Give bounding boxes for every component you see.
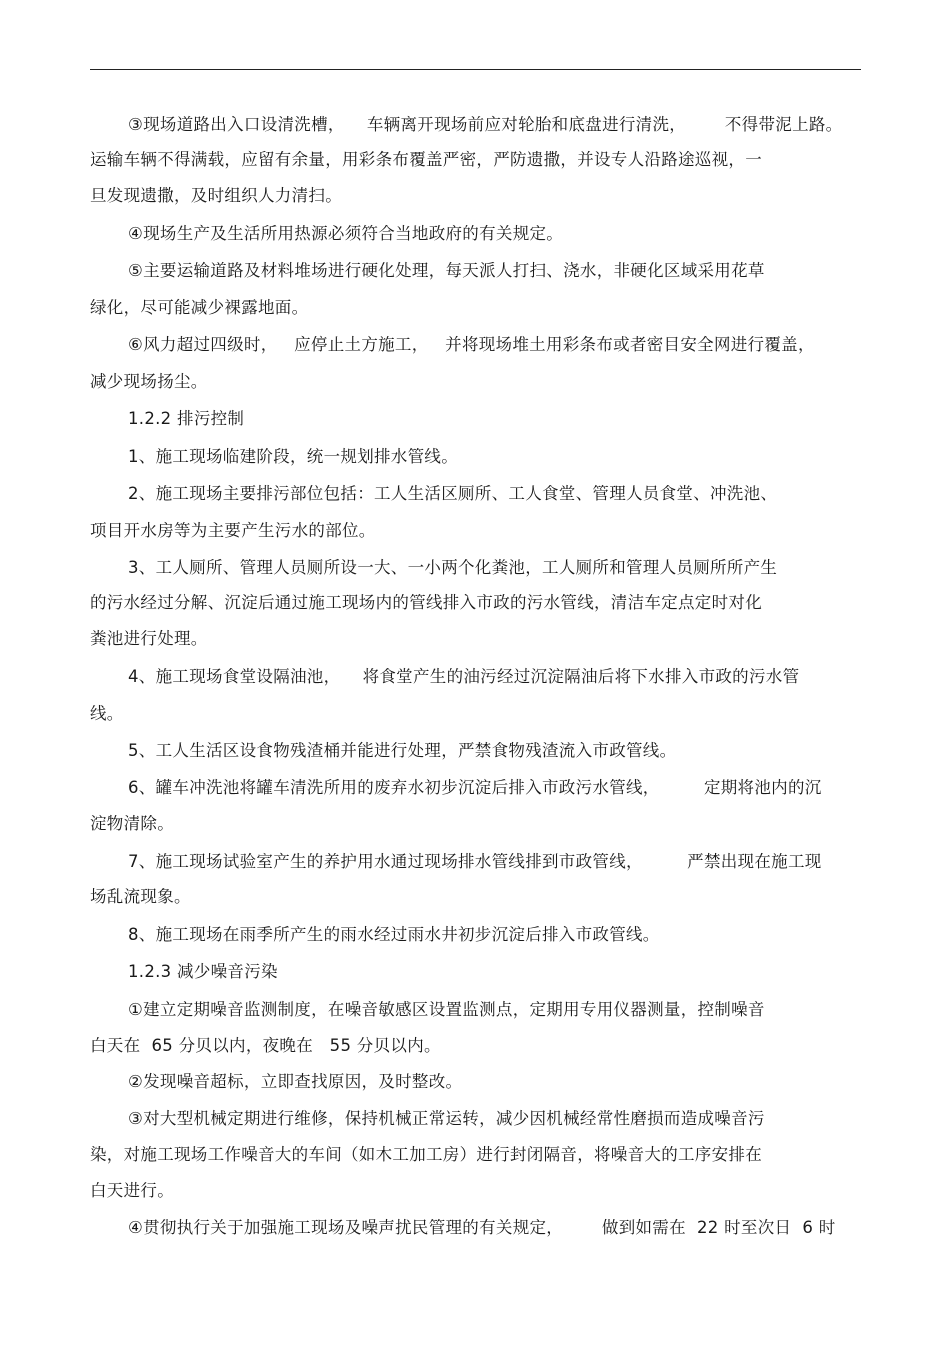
text-line: ④现场生产及生活所用热源必须符合当地政府的有关规定。 [128, 224, 564, 243]
text-line: 运输车辆不得满载，应留有余量，用彩条布覆盖严密，严防遗撒，并设专人沿路途巡视，一 [90, 150, 762, 169]
text-line: ⑥风力超过四级时， 应停止土方施工， 并将现场堆土用彩条布或者密目安全网进行覆盖， [128, 335, 815, 354]
text-line: 3、工人厕所、管理人员厕所设一大、一小两个化粪池，工人厕所和管理人员厕所所产生 [128, 558, 778, 577]
text-line: 场乱流现象。 [90, 887, 191, 906]
text-line: 1.2.2 排污控制 [128, 409, 245, 428]
text-line: 2、施工现场主要排污部位包括：工人生活区厕所、工人食堂、管理人员食堂、冲洗池、 [128, 484, 778, 503]
text-line: 绿化，尽可能减少裸露地面。 [90, 298, 309, 317]
text-line: ③现场道路出入口设清洗槽， 车辆离开现场前应对轮胎和底盘进行清洗， 不得带泥上路。 [128, 115, 843, 134]
text-line: ①建立定期噪音监测制度，在噪音敏感区设置监测点，定期用专用仪器测量，控制噪音 [128, 1000, 765, 1019]
text-line: 1、施工现场临建阶段，统一规划排水管线。 [128, 447, 458, 466]
text-line: 染，对施工现场工作噪音大的车间（如木工加工房）进行封闭隔音，将噪音大的工序安排在 [90, 1145, 762, 1164]
text-line: 淀物清除。 [90, 814, 174, 833]
text-line: 粪池进行处理。 [90, 629, 208, 648]
text-line: 4、施工现场食堂设隔油池， 将食堂产生的油污经过沉淀隔油后将下水排入市政的污水管 [128, 667, 800, 686]
text-line: 白天进行。 [90, 1181, 174, 1200]
header-rule [90, 69, 861, 70]
text-line: 项目开水房等为主要产生污水的部位。 [90, 521, 376, 540]
text-line: ②发现噪音超标，立即查找原因，及时整改。 [128, 1072, 463, 1091]
text-line: 线。 [90, 704, 124, 723]
text-line: 旦发现遗撒，及时组织人力清扫。 [90, 186, 342, 205]
text-line: 8、施工现场在雨季所产生的雨水经过雨水井初步沉淀后排入市政管线。 [128, 925, 660, 944]
text-line: 6、罐车冲洗池将罐车清洗所用的废弃水初步沉淀后排入市政污水管线， 定期将池内的沉 [128, 778, 822, 797]
text-line: 7、施工现场试验室产生的养护用水通过现场排水管线排到市政管线， 严禁出现在施工现 [128, 852, 822, 871]
text-line: ④贯彻执行关于加强施工现场及噪声扰民管理的有关规定， 做到如需在 22 时至次日 6 时 [128, 1218, 836, 1237]
text-line: 白天在 65 分贝以内，夜晚在 55 分贝以内。 [90, 1036, 441, 1055]
text-line: ⑤主要运输道路及材料堆场进行硬化处理，每天派人打扫、浇水，非硬化区域采用花草 [128, 261, 765, 280]
text-line: ③对大型机械定期进行维修，保持机械正常运转，减少因机械经常性磨损而造成噪音污 [128, 1109, 765, 1128]
text-line: 1.2.3 减少噪音污染 [128, 962, 278, 981]
text-line: 减少现场扬尘。 [90, 372, 208, 391]
text-line: 的污水经过分解、沉淀后通过施工现场内的管线排入市政的污水管线，清洁车定点定时对化 [90, 593, 762, 612]
text-line: 5、工人生活区设食物残渣桶并能进行处理，严禁食物残渣流入市政管线。 [128, 741, 677, 760]
